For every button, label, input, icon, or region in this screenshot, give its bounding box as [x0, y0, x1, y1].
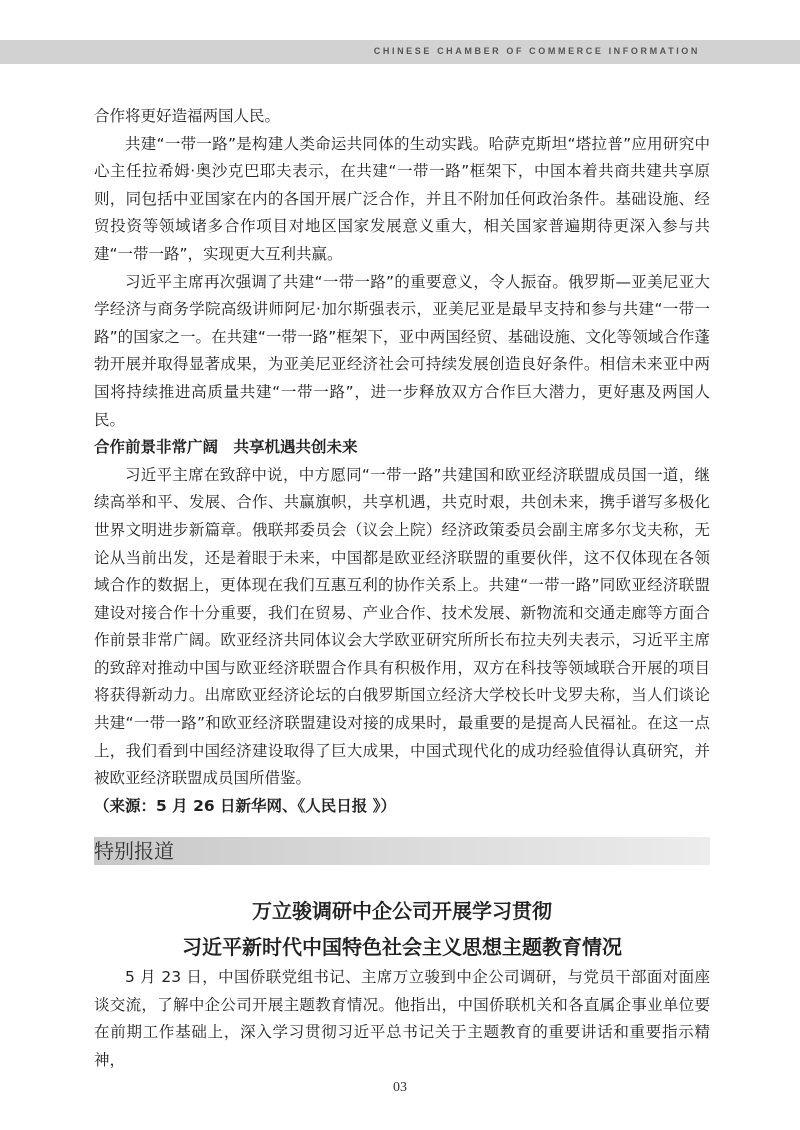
paragraph: 习近平主席在致辞中说，中方愿同“一带一路”共建国和欧亚经济联盟成员国一道，继续高举和平、发展、合作、共赢旗帜，共享机遇，共克时艰，共创未来，携手谱写多极化世界文明进步新篇章。俄联邦委员会（议会上院）经济政策委员会副主席多尔戈夫称，无论从当前出发，还是着眼于未来，中国都是欧亚经济联盟的重要伙伴，这不仅体现在各领域合作的数据上，更体现在我们互惠互利的协作关系上。共建“一带一路”同欧亚经济联盟建设对接合作十分重要，我们在贸易、产业合作、技术发展、新物流和交通走廊等方面合作前景非常广阔。欧亚经济共同体议会大学欧亚研究所所长布拉夫列夫表示，习近平主席的致辞对推动中国与欧亚经济联盟合作具有积极作用，双方在科技等领域联合开展的项目将获得新动力。出席欧亚经济论坛的白俄罗斯国立经济大学校长叶戈罗夫称，当人们谈论共建“一带一路”和欧亚经济联盟建设对接的成果时，最重要的是提高人民福祉。在这一点上，我们看到中国经济建设取得了巨大成果，中国式现代化的成功经验值得认真研究，并被欧亚经济联盟成员国所借鉴。	[94, 465, 710, 788]
paragraph: 5 月 23 日，中国侨联党组书记、主席万立骏到中企公司调研，与党员干部面对面座谈交流，了解中企公司开展主题教育情况。他指出，中国侨联机关和各直属企事业单位要在前期工作基础上，深入学习贯彻习近平总书记关于主题教育的重要讲话和重要指示精神，	[94, 968, 710, 1069]
paragraph: 共建“一带一路”是构建人类命运共同体的生动实践。哈萨克斯坦“塔拉普”应用研究中心主任拉希姆·奥沙克巴耶夫表示，在共建“一带一路”框架下，中国本着共商共建共享原则，同包括中亚国家在内的各国开展广泛合作，并且不附加任何政治条件。基础设施、经贸投资等领域诸多合作项目对地区国家发展意义重大，相关国家普遍期待更深入参与共建“一带一路”，实现更大互利共赢。	[94, 134, 710, 263]
paragraph: 习近平主席再次强调了共建“一带一路”的重要意义，令人振奋。俄罗斯—亚美尼亚大学经济与商务学院高级讲师阿尼·加尔斯强表示，亚美尼亚是最早支持和参与共建“一带一路”的国家之一。在共建“一带一路”框架下，亚中两国经贸、基础设施、文化等领域合作蓬勃开展并取得显著成果，为亚美尼亚经济社会可持续发展创造良好条件。相信未来亚中两国将持续推进高质量共建“一带一路”，进一步释放双方合作巨大潜力，更好惠及两国人民。	[94, 272, 710, 429]
article-body	[94, 964, 710, 1074]
article-title-line-2: 习近平新时代中国特色社会主义思想主题教育情况	[182, 935, 622, 959]
paragraph: 合作将更好造福两国人民。	[94, 107, 281, 125]
section-header-bar	[94, 837, 710, 865]
article-continuation	[94, 103, 710, 820]
header-publication-name: CHINESE CHAMBER OF COMMERCE INFORMATION	[373, 46, 700, 56]
section-title: 特别报道	[94, 839, 174, 863]
article-title	[94, 893, 710, 965]
source-line	[94, 793, 710, 821]
source-citation: （来源：5 月 26 日新华网、《人民日报 》）	[94, 796, 396, 815]
page-number: 03	[393, 1080, 407, 1095]
article-title-line-1: 万立骏调研中企公司开展学习贯彻	[252, 899, 552, 923]
subheading: 合作前景非常广阔 共享机遇共创未来	[94, 438, 358, 457]
